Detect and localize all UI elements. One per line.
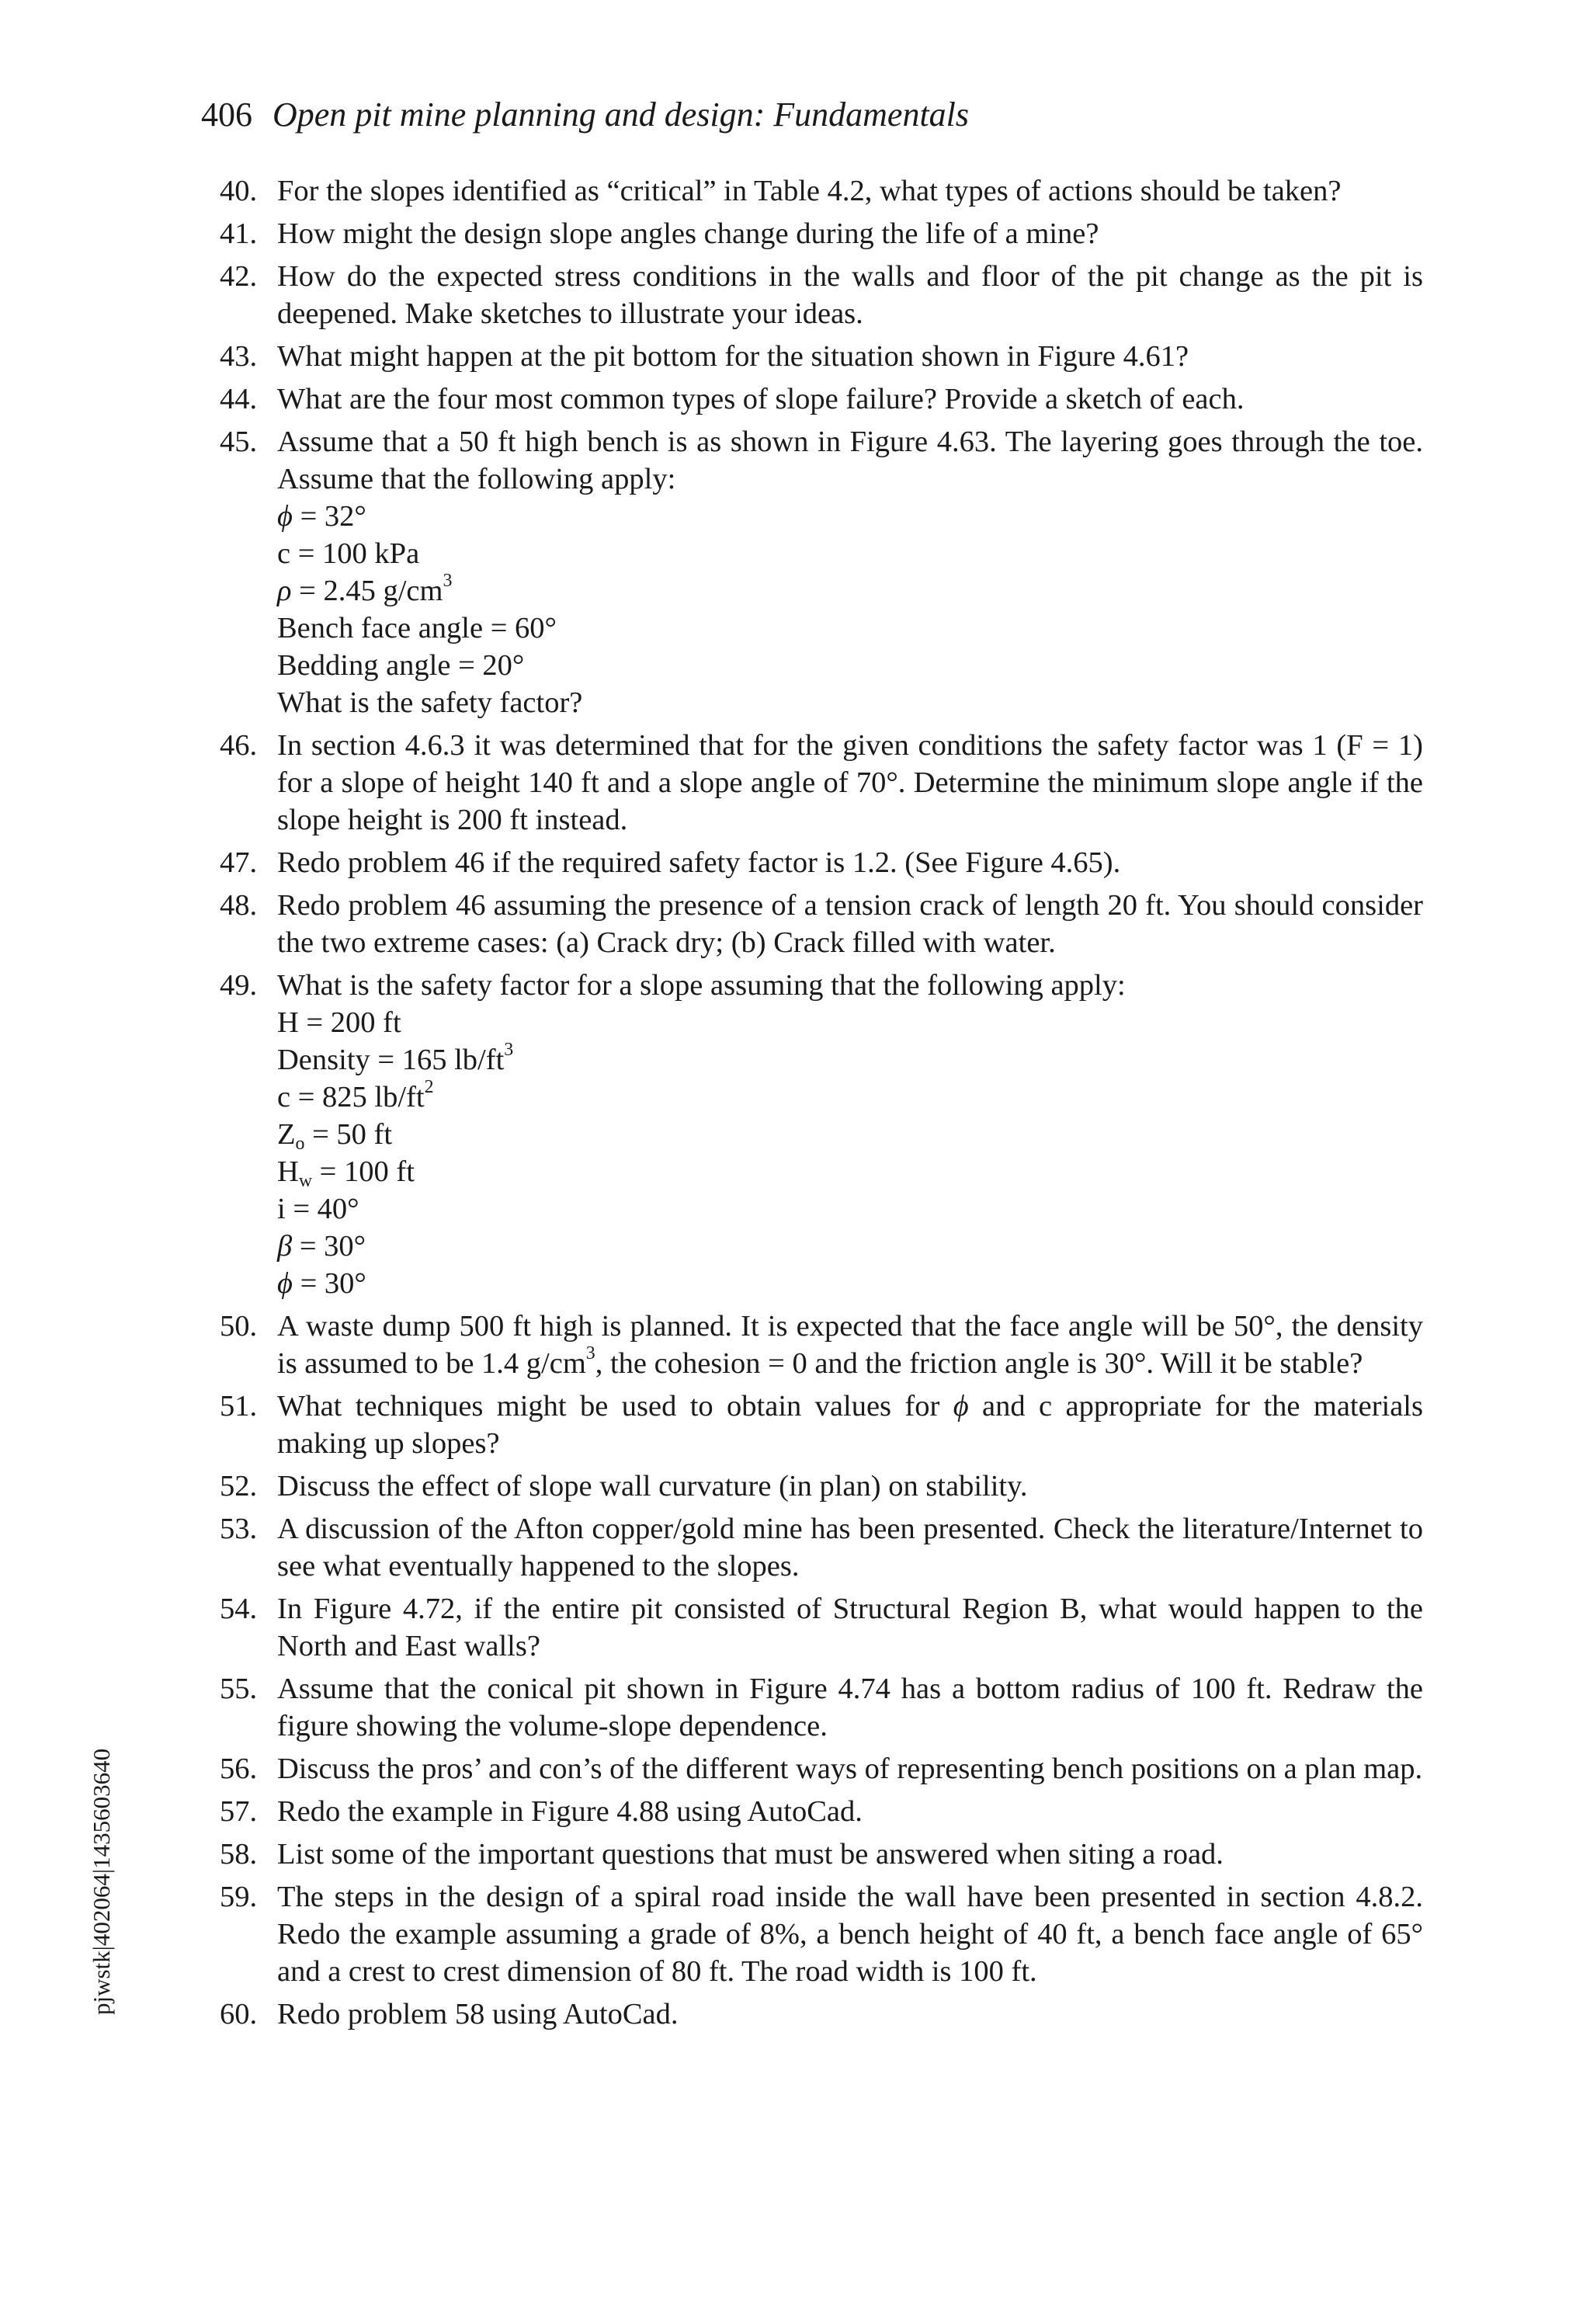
running-header <box>201 92 969 138</box>
q45-question: What is the safety factor? <box>277 686 583 719</box>
q49-hw: $H_w = 100$ ft <box>277 1155 415 1192</box>
page-number: 406 <box>201 96 252 134</box>
q49-cohesion: c = 825 $lb/ft^2$ <box>277 1077 434 1113</box>
question-59: 59. The steps in the design of a spiral road inside the wall have been presented in section 4.8.2. Redo the example assuming a grade of 8%, a bench height of 40 ft, a bench face angle of 65° and a crest to crest dimension of 80 ft. The road width is 100 ft. <box>220 1881 1423 1988</box>
q49-zo: $Z_o = 50$ ft <box>277 1118 393 1155</box>
question-42: 42. How do the expected stress conditions in the walls and floor of the pit change as the pit is deepened. Make sketches to illustrate your ideas. <box>220 260 1423 330</box>
question-44: 44. What are the four most common types of slope failure? Provide a sketch of each. <box>220 383 1245 415</box>
question-49: 49. What is the safety factor for a slope assuming that the following apply: H = 200 ft Density = 165 $lb/ft^3$ c = 825 $lb/ft^2$ $Z_o = 50$ ft $H_w = 100$ ft i = 40° β = 30° ϕ = 30° <box>220 967 1423 1302</box>
question-57: 57. Redo the example in Figure 4.88 using AutoCad. <box>220 1795 863 1828</box>
q49-phi: ϕ = 30° <box>277 1267 366 1300</box>
q45-phi: ϕ = 32° <box>277 500 366 533</box>
question-58: 58. List some of the important questions that must be answered when siting a road. <box>220 1838 1224 1871</box>
question-55: 55. Assume that the conical pit shown in Figure 4.74 has a bottom radius of 100 ft. Redraw the figure showing the volume-slope dependence. <box>220 1673 1423 1742</box>
question-46: 46. In section 4.6.3 it was determined that for the given conditions the safety factor was 1 (F = 1) for a slope of height 140 ft and a slope angle of 70°. Determine the minimum slope angle if the slope height is 200 ft instead. <box>220 729 1423 836</box>
q45-cohesion: c = 100 kPa <box>277 537 420 570</box>
question-50: 50. A waste dump 500 ft high is planned. It is expected that the face angle will be 50°, the density is assumed to be 1.4 $g/cm^3$, the cohesion = 0 and the friction angle is 30°. Will it be stable? <box>220 1310 1423 1380</box>
question-47: 47. Redo problem 46 if the required safety factor is 1.2. (See Figure 4.65). <box>220 846 1121 879</box>
question-52: 52. Discuss the effect of slope wall curvature (in plan) on stability. <box>220 1470 1028 1502</box>
q49-i: i = 40° <box>277 1193 359 1225</box>
q49-beta: β = 30° <box>277 1230 366 1263</box>
q49-density: Density = 165 $lb/ft^3$ <box>277 1040 514 1076</box>
question-54: 54. In Figure 4.72, if the entire pit consisted of Structural Region B, what would happen to the North and East walls? <box>220 1593 1423 1662</box>
question-41: 41. How might the design slope angles change during the life of a mine? <box>220 217 1099 250</box>
question-list <box>220 172 1423 2038</box>
book-title: Open pit mine planning and design: Fundamentals <box>273 96 970 134</box>
question-40: 40. For the slopes identified as “critical” in Table 4.2, what types of actions should be taken? <box>220 175 1342 207</box>
question-43: 43. What might happen at the pit bottom for the situation shown in Figure 4.61? <box>220 340 1189 373</box>
question-48: 48. Redo problem 46 assuming the presence of a tension crack of length 20 ft. You should consider the two extreme cases: (a) Crack dry; (b) Crack filled with water. <box>220 889 1423 959</box>
question-45: 45. Assume that a 50 ft high bench is as shown in Figure 4.63. The layering goes through the toe. Assume that the following apply: ϕ = 32° c = 100 kPa ρ = 2.45 $g/cm^3$ Bench face angle = 60° Bedding angle = 20° What is the safety factor? <box>220 423 1423 721</box>
question-51: 51. What techniques might be used to obtain values for ϕ and c appropriate for the materials making up slopes? <box>220 1390 1423 1460</box>
question-60: 60. Redo problem 58 using AutoCad. <box>220 1998 679 2030</box>
q45-face-angle: Bench face angle = 60° <box>277 612 557 644</box>
q49-height: H = 200 ft <box>277 1006 401 1039</box>
q45-density: ρ = 2.45 $g/cm^3$ <box>277 571 453 607</box>
question-53: 53. A discussion of the Afton copper/gold mine has been presented. Check the literature/Internet to see what eventually happened to the slopes. <box>220 1513 1423 1582</box>
q45-bedding-angle: Bedding angle = 20° <box>277 649 525 682</box>
side-identifier: pjwstk|402064|1435603640 <box>88 1748 115 2015</box>
question-56: 56. Discuss the pros’ and con’s of the different ways of representing bench positions on a plan map. <box>220 1753 1423 1785</box>
